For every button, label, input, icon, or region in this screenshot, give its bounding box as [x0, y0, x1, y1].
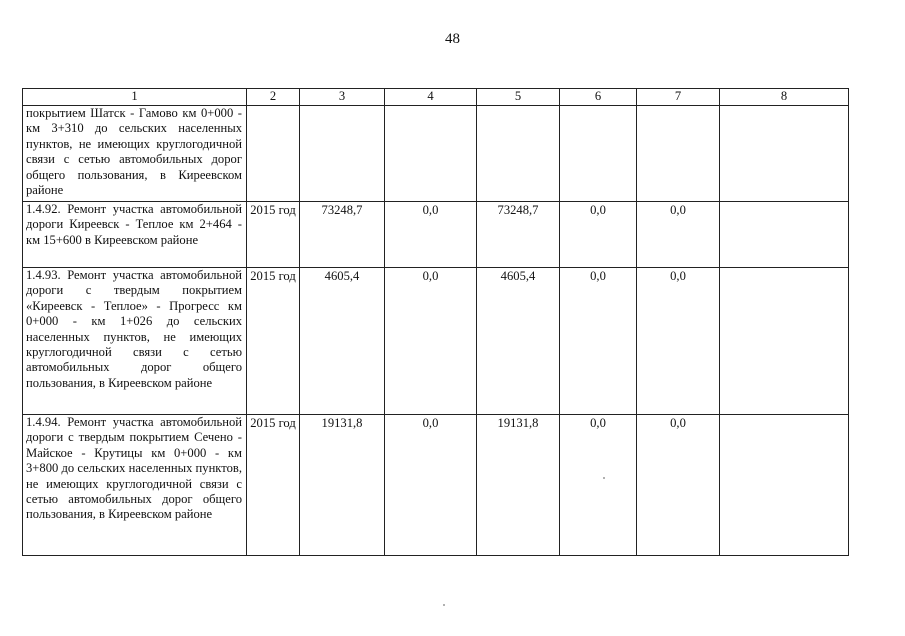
- column-header: 3: [300, 89, 385, 106]
- column-header: 7: [637, 89, 720, 106]
- column-header: 4: [385, 89, 477, 106]
- row-col5: [477, 106, 560, 202]
- column-header: 2: [247, 89, 300, 106]
- row-col6: 0,0: [560, 202, 637, 268]
- row-description: 1.4.93. Ремонт участка автомобильной дороги с твердым покрытием «Киреевск - Теплое» - Прогресс км 0+000 - км 1+026 до сельских населенных пунктов, не имеющих круглогодичной связи с сетью автомобильных дорог общего пользования, в Киреевском районе: [23, 268, 247, 415]
- row-col4: [385, 106, 477, 202]
- row-col7: [637, 106, 720, 202]
- row-col4: 0,0: [385, 268, 477, 415]
- row-col3: 4605,4: [300, 268, 385, 415]
- budget-table: [22, 88, 849, 556]
- row-year: 2015 год: [247, 415, 300, 556]
- table-row: [23, 415, 849, 556]
- row-col5: 73248,7: [477, 202, 560, 268]
- row-col6: [560, 106, 637, 202]
- row-col7: 0,0: [637, 415, 720, 556]
- row-col8: [720, 202, 849, 268]
- row-col5: 19131,8: [477, 415, 560, 556]
- column-header: 6: [560, 89, 637, 106]
- row-col5: 4605,4: [477, 268, 560, 415]
- row-col7: 0,0: [637, 268, 720, 415]
- row-col6: 0,0: [560, 415, 637, 556]
- row-col3: 73248,7: [300, 202, 385, 268]
- row-col3: 19131,8: [300, 415, 385, 556]
- table-row: [23, 268, 849, 415]
- scan-speck: [443, 604, 445, 606]
- scan-speck: [603, 477, 605, 479]
- column-header: 5: [477, 89, 560, 106]
- table-row: [23, 202, 849, 268]
- table-row: [23, 106, 849, 202]
- row-col6: 0,0: [560, 268, 637, 415]
- column-header: 1: [23, 89, 247, 106]
- row-col8: [720, 415, 849, 556]
- row-col4: 0,0: [385, 415, 477, 556]
- page-number: 48: [445, 31, 460, 47]
- row-col8: [720, 268, 849, 415]
- row-description: покрытием Шатск - Гамово км 0+000 - км 3+310 до сельских населенных пунктов, не имеющих круглогодичной связи с сетью автомобильных дорог общего пользования, в Киреевском районе: [23, 106, 247, 202]
- row-year: [247, 106, 300, 202]
- row-year: 2015 год: [247, 268, 300, 415]
- row-description: 1.4.94. Ремонт участка автомобильной дороги с твердым покрытием Сечено - Майское - Крутицы км 0+000 - км 3+800 до сельских населенных пунктов, не имеющих круглогодичной связи с сетью автомобильных дорог общего пользования, в Киреевском районе: [23, 415, 247, 556]
- row-description: 1.4.92. Ремонт участка автомобильной дороги Киреевск - Теплое км 2+464 - км 15+600 в Киреевском районе: [23, 202, 247, 268]
- column-header: 8: [720, 89, 849, 106]
- row-col8: [720, 106, 849, 202]
- row-year: 2015 год: [247, 202, 300, 268]
- table-header-row: [23, 89, 849, 106]
- row-col3: [300, 106, 385, 202]
- row-col4: 0,0: [385, 202, 477, 268]
- row-col7: 0,0: [637, 202, 720, 268]
